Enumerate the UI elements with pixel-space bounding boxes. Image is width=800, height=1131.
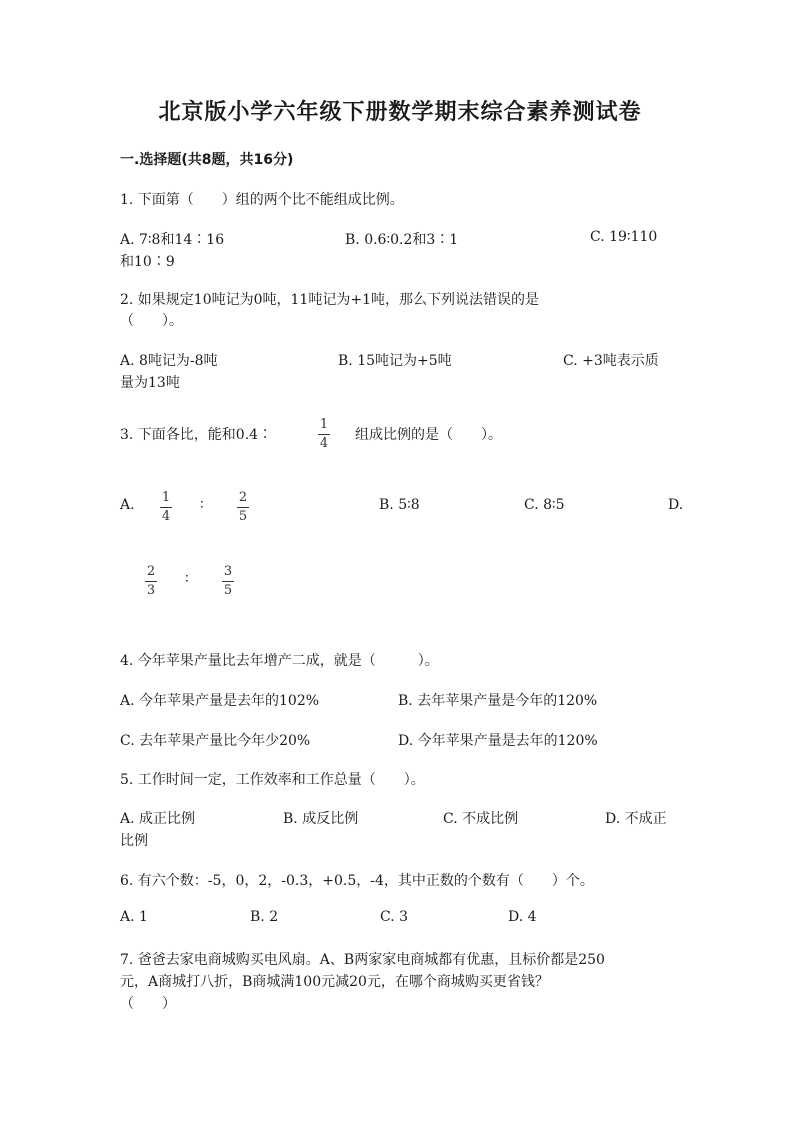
question-4-option-b: B. 去年苹果产量是今年的120% xyxy=(398,693,598,709)
question-4-option-c: C. 去年苹果产量比今年少20% xyxy=(120,733,311,749)
question-6-option-c: C. 3 xyxy=(380,909,409,925)
question-6-stem: 6. 有六个数：-5，0，2，-0.3，+0.5，-4，其中正数的个数有（ ）个。 xyxy=(120,873,594,889)
question-2-stem-line2: （ ）。 xyxy=(120,313,183,329)
fraction-denominator: 3 xyxy=(146,583,156,598)
question-3-stem-post: 组成比例的是（ ）。 xyxy=(355,427,502,443)
question-1-option-b: B. 0.6∶0.2和3∶1 xyxy=(345,232,459,248)
fraction-bar xyxy=(145,581,157,582)
question-4-option-d: D. 今年苹果产量是去年的120% xyxy=(398,733,598,749)
question-2-option-b: B. 15吨记为+5吨 xyxy=(338,353,452,369)
question-3-stem-pre: 3. 下面各比，能和0.4∶ xyxy=(120,427,273,443)
question-5-option-d: D. 不成正 xyxy=(605,811,667,827)
fraction-numerator: 3 xyxy=(223,564,233,579)
question-3-stem-fraction xyxy=(318,417,330,452)
question-7-stem-line1: 7. 爸爸去家电商城购买电风扇。A、B两家家电商城都有优惠，且标价都是250 xyxy=(120,952,605,968)
question-1-option-c: C. 19∶110 xyxy=(590,229,658,245)
question-7-stem-line3: （ ） xyxy=(120,996,176,1012)
question-1-stem: 1. 下面第（ ）组的两个比不能组成比例。 xyxy=(120,192,404,208)
question-3-option-d-colon: ∶ xyxy=(185,571,189,587)
question-6-option-a: A. 1 xyxy=(120,909,148,925)
question-5-option-c: C. 不成比例 xyxy=(443,811,519,827)
page-title: 北京版小学六年级下册数学期末综合素养测试卷 xyxy=(158,100,642,125)
question-1-option-c-continued: 和10∶9 xyxy=(120,254,175,270)
question-2-option-c: C. +3吨表示质 xyxy=(563,353,659,369)
fraction-numerator: 1 xyxy=(161,490,171,505)
question-6-option-b: B. 2 xyxy=(250,909,279,925)
question-7-stem-line2: 元，A商城打八折，B商城满100元减20元，在哪个商城购买更省钱？ xyxy=(120,974,549,990)
fraction-numerator: 2 xyxy=(146,564,156,579)
question-3-option-a-fraction-1 xyxy=(160,490,172,525)
fraction-bar xyxy=(160,507,172,508)
question-5-option-b: B. 成反比例 xyxy=(283,811,359,827)
question-3-option-b: B. 5∶8 xyxy=(379,497,420,513)
question-3-option-a-fraction-2 xyxy=(237,490,249,525)
question-3-option-c: C. 8∶5 xyxy=(524,497,565,513)
question-5-stem: 5. 工作时间一定，工作效率和工作总量（ ）。 xyxy=(120,772,425,788)
fraction-denominator: 5 xyxy=(223,583,233,598)
question-5-option-d-continued: 比例 xyxy=(120,833,148,849)
fraction-numerator: 1 xyxy=(319,417,329,432)
fraction-denominator: 4 xyxy=(161,509,171,524)
question-5-option-a: A. 成正比例 xyxy=(120,811,196,827)
question-4-option-a: A. 今年苹果产量是去年的102% xyxy=(120,693,320,709)
question-6-option-d: D. 4 xyxy=(508,909,537,925)
question-3-option-a-colon: ∶ xyxy=(200,497,204,513)
question-3-option-d-fraction-2 xyxy=(222,564,234,599)
question-4-stem: 4. 今年苹果产量比去年增产二成，就是（ ）。 xyxy=(120,653,439,669)
question-2-option-a: A. 8吨记为-8吨 xyxy=(120,353,218,369)
fraction-denominator: 4 xyxy=(319,436,329,451)
question-2-stem-line1: 2. 如果规定10吨记为0吨，11吨记为+1吨，那么下列说法错误的是 xyxy=(120,292,539,308)
question-3-option-a-label: A. xyxy=(120,497,135,513)
fraction-bar xyxy=(318,434,330,435)
question-3-option-d-fraction-1 xyxy=(145,564,157,599)
section-heading-choice: 一.选择题(共8题，共16分) xyxy=(120,152,294,168)
question-3-option-d-label: D. xyxy=(668,497,684,513)
fraction-bar xyxy=(222,581,234,582)
fraction-denominator: 5 xyxy=(238,509,248,524)
fraction-bar xyxy=(237,507,249,508)
fraction-numerator: 2 xyxy=(238,490,248,505)
question-2-option-c-continued: 量为13吨 xyxy=(120,375,180,391)
question-1-option-a: A. 7∶8和14∶16 xyxy=(120,232,225,248)
